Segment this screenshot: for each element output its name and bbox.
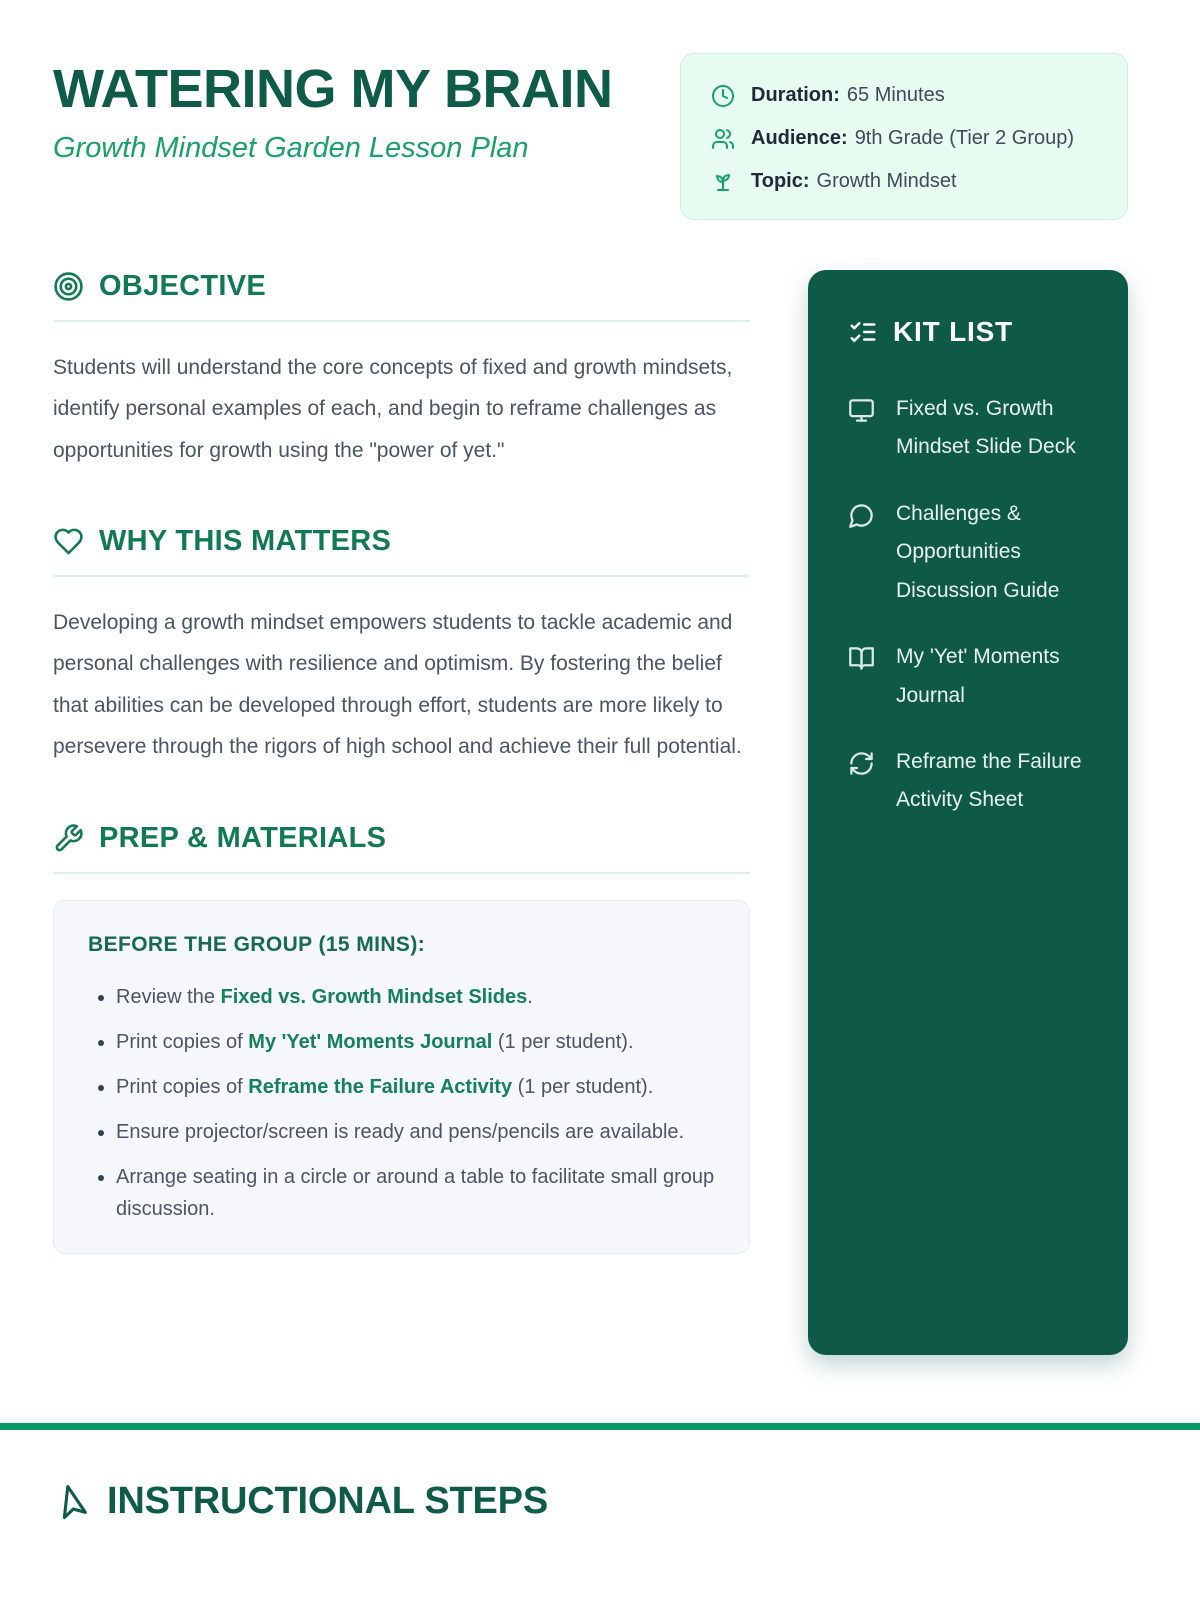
prep-list-item (116, 1116, 715, 1148)
section-divider (53, 575, 750, 577)
bullet-text: . (527, 985, 533, 1008)
bullet-text: Arrange seating in a circle or around a table to facilitate small group discussion. (116, 1165, 715, 1220)
info-row-audience (711, 123, 1097, 154)
paper-plane-icon (49, 1479, 94, 1524)
target-icon (53, 271, 84, 302)
refresh-icon (848, 750, 875, 777)
wrench-icon (53, 823, 84, 854)
kit-item-label: Fixed vs. Growth Mindset Slide Deck (896, 397, 1076, 459)
kit-item-label: My 'Yet' Moments Journal (896, 645, 1060, 707)
section-prep-materials (53, 822, 750, 1254)
objective-text: Students will understand the core concepts of fixed and growth mindsets, identify personal examples of each, and begin to reframe challenges as opportunities for growth using the "power of yet." (53, 356, 733, 462)
bullet-text: Print copies of (116, 1075, 249, 1098)
section-title: WHY THIS MATTERS (99, 525, 392, 558)
kit-item-label: Reframe the Failure Activity Sheet (896, 749, 1082, 812)
info-label: Topic: (751, 170, 810, 192)
heart-icon (53, 526, 84, 557)
speech-bubble-icon (848, 502, 875, 529)
clock-icon (711, 84, 735, 108)
why-this-matters-text: Developing a growth mindset empowers students to tackle academic and personal challenges with resilience and optimism. By fostering the belief that abilities can be developed through effort, students are more likely to persevere through the rigors of high school and achieve their full potential. (53, 611, 742, 759)
kit-list-item (848, 390, 1090, 467)
bullet-text: (1 per student). (492, 1030, 634, 1053)
section-divider (53, 872, 750, 874)
kit-list-item (848, 495, 1090, 610)
prep-list-item (116, 981, 715, 1013)
prep-list (88, 981, 715, 1225)
header (0, 0, 1200, 220)
bullet-text: Ensure projector/screen is ready and pens/pencils are available. (116, 1120, 685, 1143)
content-area (0, 270, 1200, 1355)
section-heading (53, 822, 750, 855)
info-label: Audience: (751, 127, 848, 149)
page-subtitle: Growth Mindset Garden Lesson Plan (53, 132, 529, 165)
section-divider (53, 320, 750, 322)
section-instructional-steps-heading (53, 1480, 1200, 1523)
sprout-icon (711, 170, 735, 194)
prep-card (53, 900, 750, 1254)
checklist-icon (848, 317, 878, 347)
kit-list-title: KIT LIST (893, 316, 1013, 347)
material-link[interactable]: Reframe the Failure Activity (248, 1075, 513, 1098)
section-title: INSTRUCTIONAL STEPS (107, 1480, 548, 1522)
section-title: OBJECTIVE (99, 270, 267, 302)
title-block (53, 53, 613, 166)
prep-card-heading: BEFORE THE GROUP (15 MINS): (88, 932, 426, 956)
kit-list-item (848, 743, 1090, 820)
open-book-icon (848, 645, 875, 672)
page-title: WATERING MY BRAIN (53, 59, 613, 119)
prep-list-item (116, 1161, 715, 1225)
info-text (751, 80, 945, 111)
bullet-text: Print copies of (116, 1030, 249, 1053)
bullet-text: (1 per student). (512, 1075, 654, 1098)
kit-item-label: Challenges & Opportunities Discussion Guide (896, 501, 1060, 602)
info-label: Duration: (751, 84, 840, 106)
kit-list-item (848, 638, 1090, 715)
users-icon (711, 127, 735, 151)
info-text (751, 166, 957, 197)
section-title: PREP & MATERIALS (99, 821, 387, 854)
kit-list-header (848, 316, 1090, 348)
info-value: 65 Minutes (846, 84, 945, 106)
kit-list-panel (808, 270, 1128, 1355)
material-link[interactable]: My 'Yet' Moments Journal (248, 1030, 493, 1053)
info-text (751, 123, 1074, 154)
info-value: Growth Mindset (816, 170, 957, 192)
section-heading (53, 525, 750, 558)
main-column (53, 270, 750, 1254)
bullet-text: Review the (116, 985, 221, 1008)
section-heading (53, 270, 750, 303)
section-why-this-matters (53, 525, 750, 767)
prep-list-item (116, 1071, 715, 1103)
lesson-info-box (680, 53, 1128, 220)
section-break-bar (0, 1423, 1200, 1430)
prep-list-item (116, 1026, 715, 1058)
monitor-icon (848, 397, 875, 424)
section-objective (53, 270, 750, 471)
info-row-topic (711, 166, 1097, 197)
info-value: 9th Grade (Tier 2 Group) (854, 127, 1075, 149)
info-row-duration (711, 80, 1097, 111)
material-link[interactable]: Fixed vs. Growth Mindset Slides (220, 985, 528, 1008)
